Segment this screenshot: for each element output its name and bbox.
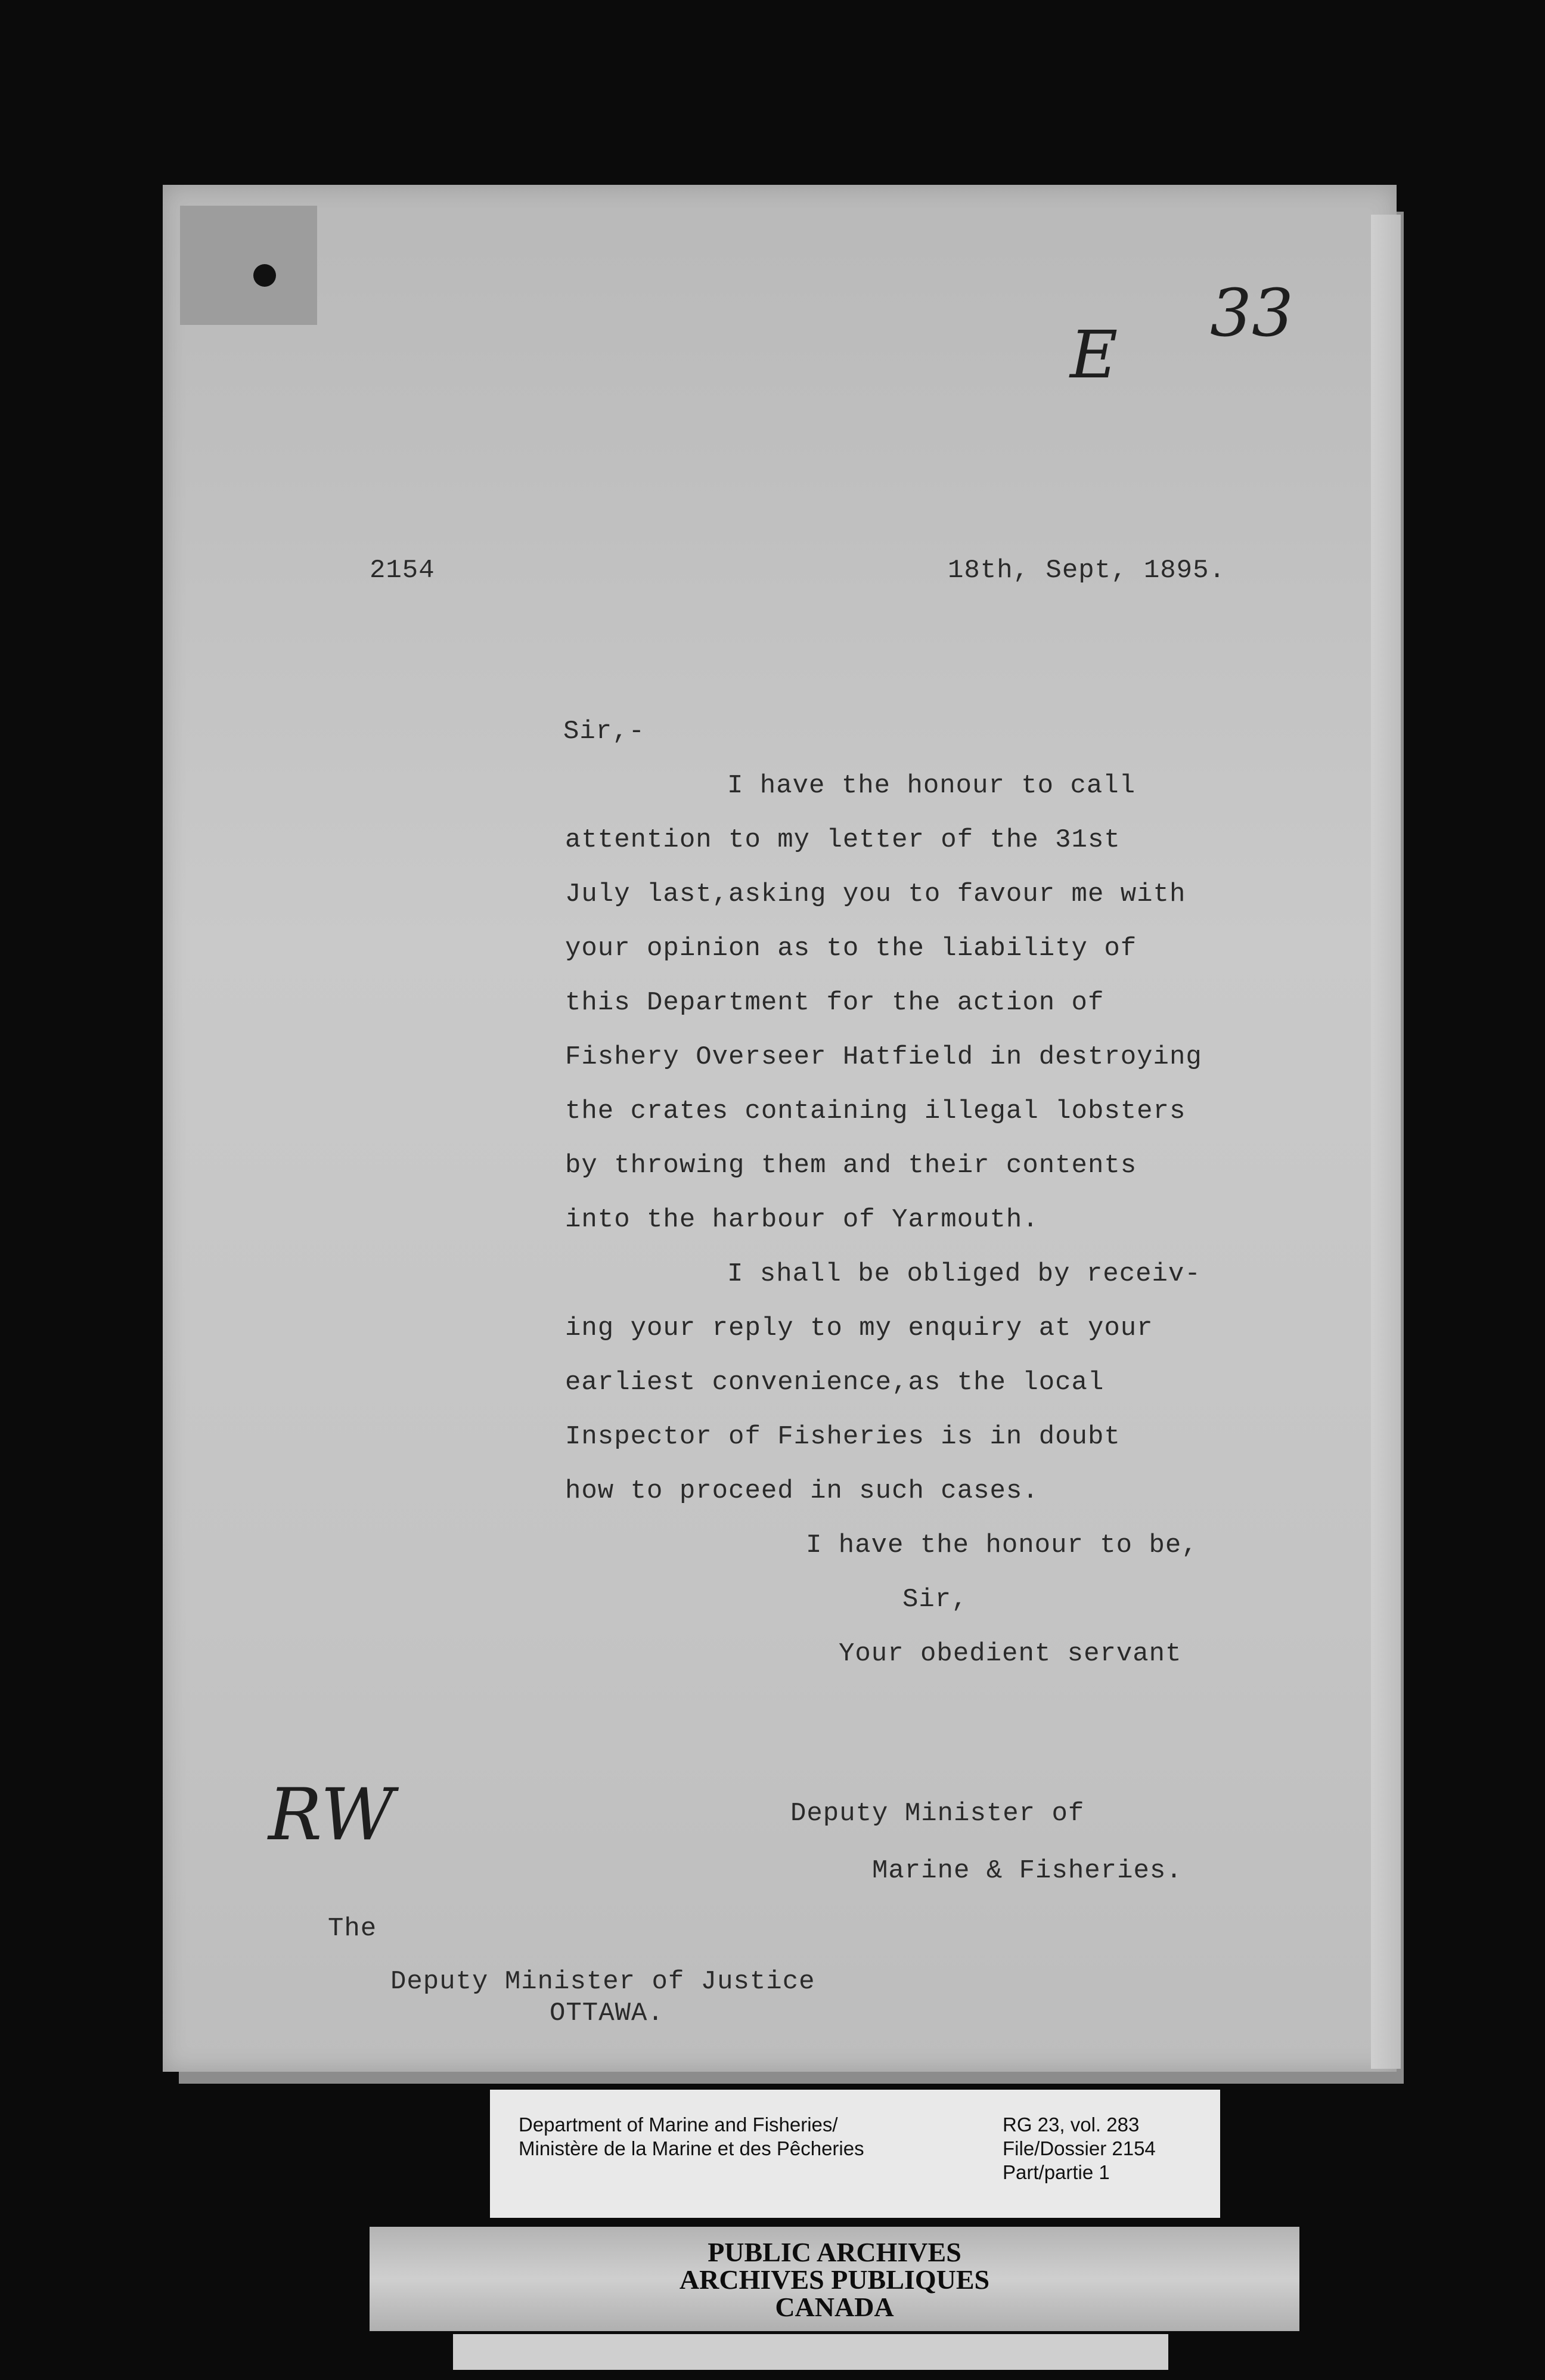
- body-line: into the harbour of Yarmouth.: [565, 1205, 1039, 1235]
- closing-line: Sir,: [902, 1585, 968, 1614]
- closing-line: I have the honour to be,: [806, 1530, 1198, 1560]
- addressee-line: The: [328, 1914, 377, 1944]
- signature-line: Marine & Fisheries.: [872, 1856, 1183, 1886]
- body-line: by throwing them and their contents: [565, 1151, 1137, 1180]
- body-line: earliest convenience,as the local: [565, 1368, 1105, 1397]
- body-line: Inspector of Fisheries is in doubt: [565, 1422, 1121, 1452]
- department-name-en: Department of Marine and Fisheries/: [519, 2114, 838, 2136]
- salutation: Sir,-: [563, 717, 646, 746]
- punch-hole: [253, 264, 276, 287]
- binding-tab: [180, 206, 317, 325]
- part-reference: Part/partie 1: [1003, 2161, 1110, 2183]
- department-name-fr: Ministère de la Marine et des Pêcheries: [519, 2137, 864, 2159]
- handwritten-initials: RW: [268, 1774, 395, 1857]
- bottom-strip: [453, 2334, 1168, 2370]
- closing-line: Your obedient servant: [839, 1639, 1182, 1669]
- body-line: I have the honour to call: [727, 771, 1136, 801]
- archive-stamp: [370, 2227, 1299, 2331]
- page-edge: [1371, 215, 1401, 2069]
- margin-letter-mark: E: [1070, 317, 1118, 393]
- archive-reference-label: [490, 2090, 1220, 2218]
- stamp-line-fr: ARCHIVES PUBLIQUES: [679, 2264, 990, 2295]
- signature-line: Deputy Minister of: [790, 1799, 1085, 1829]
- body-line: Fishery Overseer Hatfield in destroying: [565, 1042, 1202, 1072]
- stamp-line-en: PUBLIC ARCHIVES: [708, 2237, 961, 2267]
- file-number: 2154: [370, 556, 435, 585]
- record-group: RG 23, vol. 283: [1003, 2114, 1140, 2136]
- page-number-mark: 33: [1210, 275, 1293, 351]
- body-line: how to proceed in such cases.: [565, 1476, 1039, 1506]
- letter-date: 18th, Sept, 1895.: [948, 556, 1226, 585]
- addressee-line: OTTAWA.: [550, 1998, 664, 2028]
- addressee-line: Deputy Minister of Justice: [390, 1967, 815, 1997]
- file-reference: File/Dossier 2154: [1003, 2137, 1156, 2159]
- body-line: I shall be obliged by receiv-: [727, 1259, 1201, 1289]
- body-line: July last,asking you to favour me with: [565, 879, 1186, 909]
- stamp-line-country: CANADA: [775, 2292, 894, 2322]
- body-line: ing your reply to my enquiry at your: [565, 1313, 1153, 1343]
- body-line: your opinion as to the liability of: [565, 934, 1137, 963]
- body-line: this Department for the action of: [565, 988, 1105, 1018]
- body-line: attention to my letter of the 31st: [565, 825, 1121, 855]
- body-line: the crates containing illegal lobsters: [565, 1096, 1186, 1126]
